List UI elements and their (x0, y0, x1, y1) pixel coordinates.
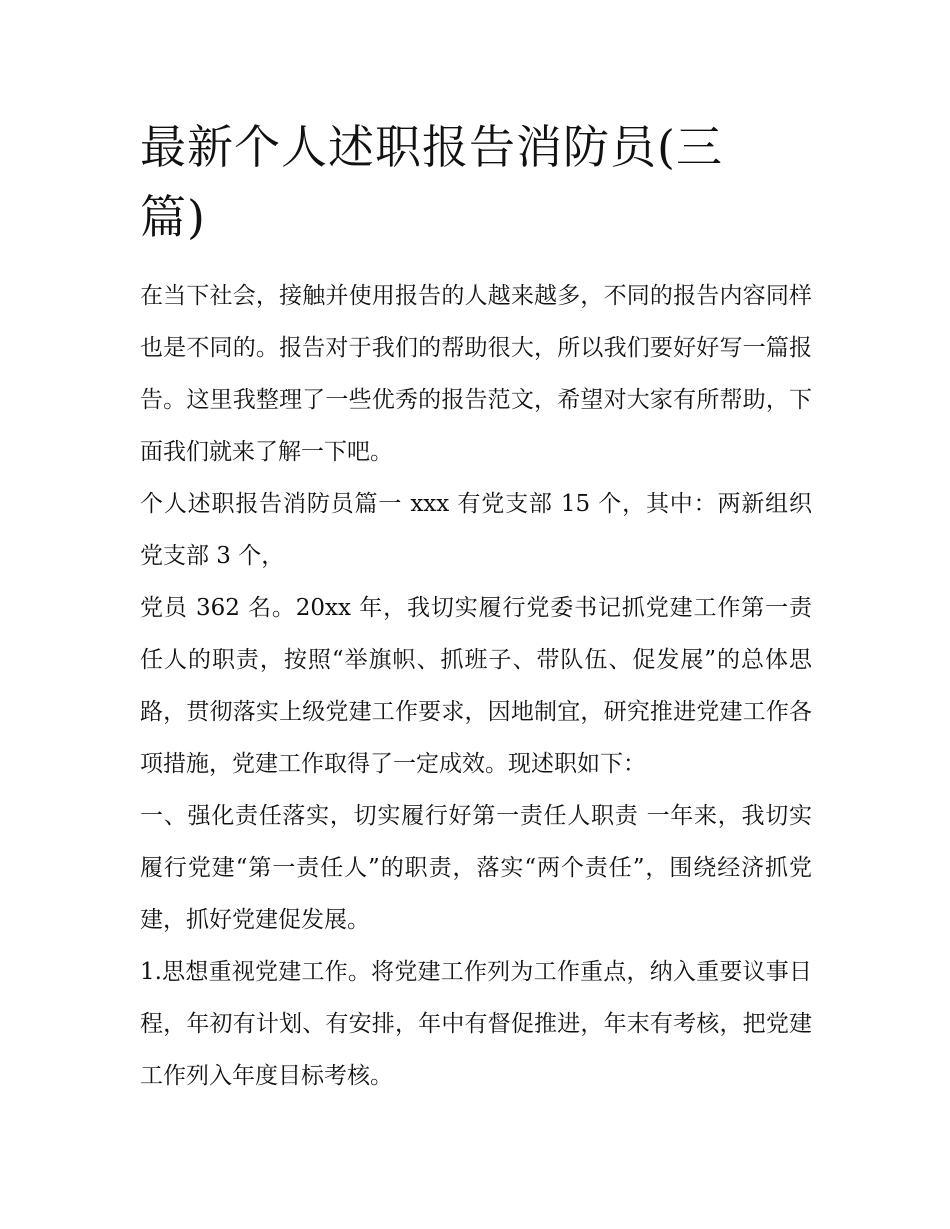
paragraph-section-one-heading: 个人述职报告消防员篇一 xxx 有党支部 15 个，其中：两新组织党支部 3 个， (140, 491, 812, 569)
paragraph-intro: 在当下社会，接触并使用报告的人越来越多，不同的报告内容同样也是不同的。报告对于我们的帮助很大，所以我们要好好写一篇报告。这里我整理了一些优秀的报告范文，希望对大家有所帮助，下面我们就来了解一下吧。 (140, 283, 812, 465)
paragraph-responsibility: 一、强化责任落实，切实履行好第一责任人职责 一年来，我切实履行党建“第一责任人”的职责，落实“两个责任”，围绕经济抓党建，抓好党建促发展。 (140, 803, 812, 933)
paragraph-item-1: 1.思想重视党建工作。将党建工作列为工作重点，纳入重要议事日程，年初有计划、有安排，年中有督促推进，年末有考核，把党建工作列入年度目标考核。 (140, 959, 812, 1089)
document-body (140, 112, 812, 1102)
document-title: 最新个人述职报告消防员(三篇) (140, 120, 723, 244)
paragraph-party-members: 党员 362 名。20xx 年，我切实履行党委书记抓党建工作第一责任人的职责，按照“举旗帜、抓班子、带队伍、促发展”的总体思路，贯彻落实上级党建工作要求，因地制宜，研究推进党建工作各项措施，党建工作取得了一定成效。现述职如下： (140, 595, 812, 777)
